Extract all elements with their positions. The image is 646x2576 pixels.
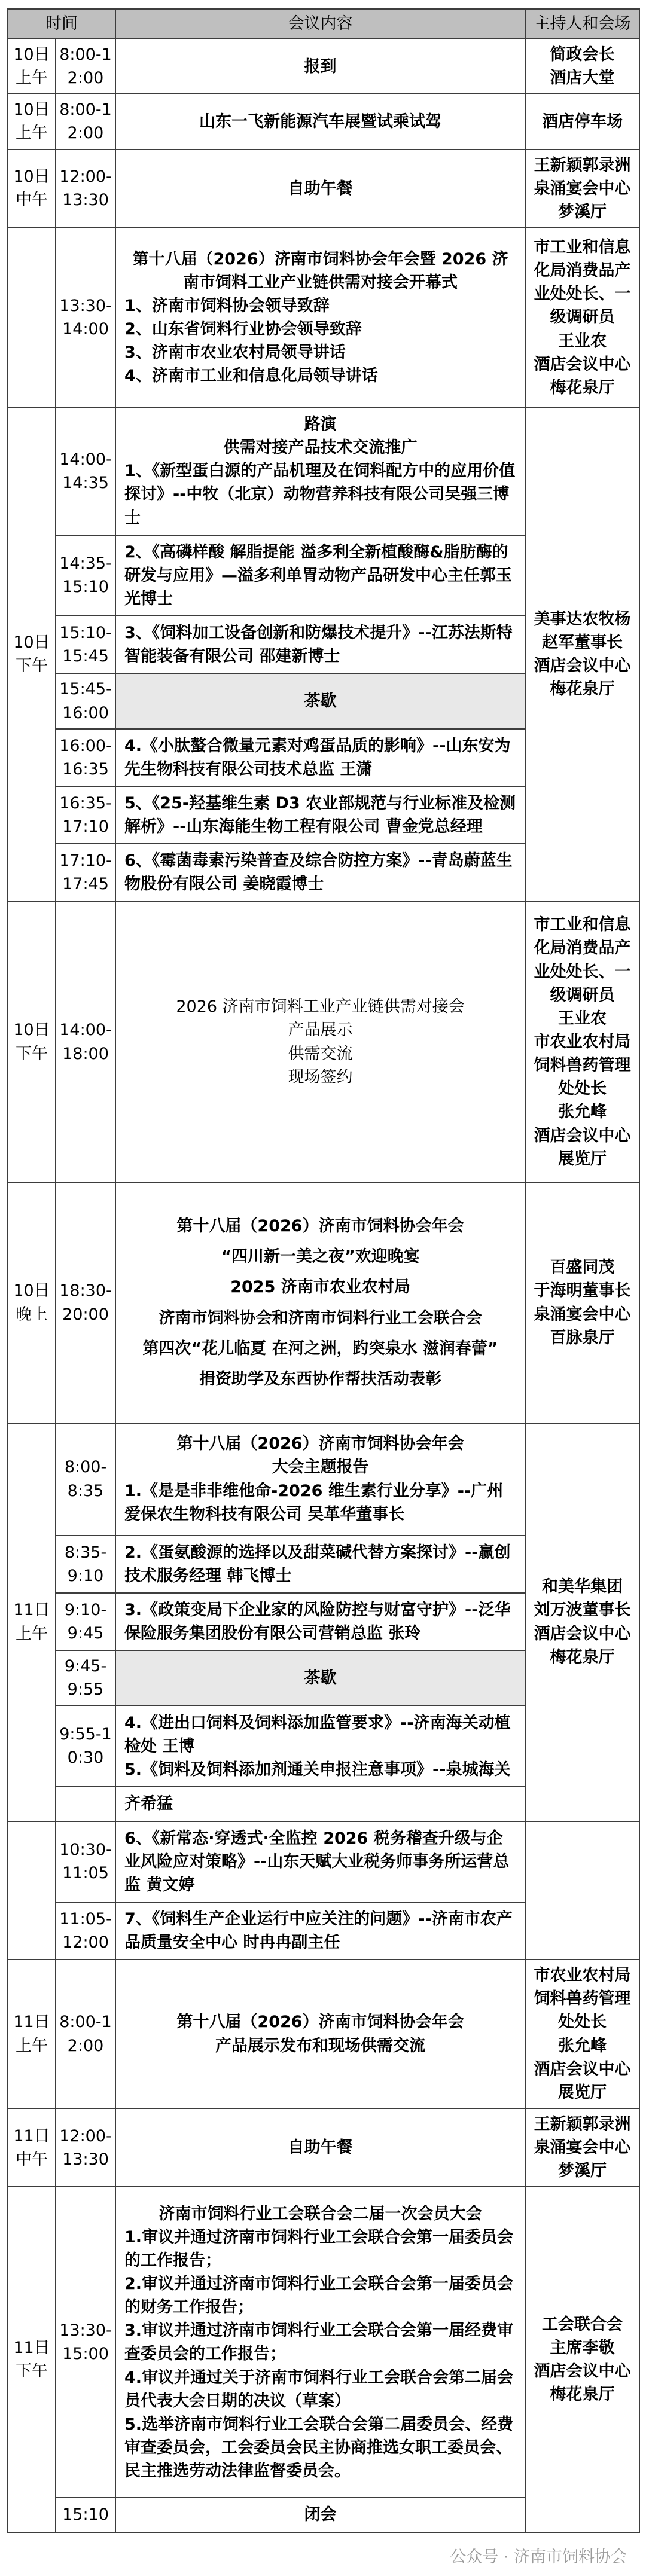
text-line: 酒店会议中心	[534, 2059, 631, 2078]
text-line: 梅花泉厅	[550, 680, 615, 699]
text-line: 现场签约	[288, 1067, 353, 1086]
host-cell	[525, 407, 639, 902]
content-cell: 齐希猛	[115, 1787, 525, 1821]
text-line: 3.审议并通过济南市饲料行业工会联合会第一届经费审查委员会的工作报告；	[124, 2321, 514, 2364]
time-cell: 9:45-9:55	[56, 1650, 115, 1705]
day-cell: 10日下午	[8, 902, 56, 1183]
day-cell: 10日中午	[8, 149, 56, 228]
text-line: 济南市饲料协会和济南市饲料行业工会联合会	[159, 1308, 482, 1327]
text-line: 第十八届（2026）济南市饲料协会年会	[176, 2013, 464, 2032]
text-line: 刘万波董事长	[534, 1601, 631, 1620]
text-line: 市农业农村局饲料兽药管理处处长	[534, 1032, 631, 1098]
time-cell: 11:05-12:00	[56, 1902, 115, 1960]
header-time: 时间	[8, 9, 115, 39]
text-line: 张允峰	[558, 1103, 607, 1122]
time-cell: 12:00-13:30	[56, 149, 115, 228]
content-cell: 闭会	[115, 2498, 525, 2532]
day-cell: 11日下午	[8, 2187, 56, 2532]
text-line: 大会主题报告	[272, 1458, 369, 1477]
time-cell: 10:30-11:05	[56, 1821, 115, 1902]
content-cell: 6、《霉菌毒素污染普查及综合防控方案》--青岛蔚蓝生物股份有限公司 姜晓霞博士	[115, 844, 525, 901]
text-line: 工会联合会	[542, 2315, 623, 2334]
text-line: 梦溪厅	[558, 202, 607, 221]
content-cell: 7、《饲料生产企业运行中应关注的问题》--济南市农产品质量安全中心 时冉冉副主任	[115, 1902, 525, 1960]
time-cell: 8:00-12:00	[56, 39, 115, 94]
time-cell: 13:30-14:00	[56, 228, 115, 407]
text-line: 5.《饲料及饲料添加剂通关申报注意事项》--泉城海关	[124, 1760, 511, 1779]
time-cell: 15:10-15:45	[56, 616, 115, 673]
text-line: 第十八届（2026）济南市饲料协会年会暨 2026 济南市饲料工业产业链供需对接会开幕式	[132, 249, 508, 292]
content-cell: 报到	[115, 39, 525, 94]
text-line: 第十八届（2026）济南市饲料协会年会	[176, 1434, 464, 1454]
day-cell	[8, 228, 56, 407]
text-line: 美事达农牧杨赵军董事长	[534, 609, 631, 652]
text-line: 市工业和信息化局消费品产业处处长、一级调研员	[534, 237, 631, 327]
content-cell	[115, 1183, 525, 1423]
text-line: 3、济南市农业农村局领导讲话	[124, 343, 346, 362]
text-line: 1、济南市饲料协会领导致辞	[124, 296, 330, 315]
time-cell: 17:10-17:45	[56, 844, 115, 901]
time-cell: 13:30-15:00	[56, 2187, 115, 2498]
table-row	[8, 2108, 639, 2187]
host-cell	[525, 1183, 639, 1423]
host-cell	[525, 902, 639, 1183]
content-cell	[115, 1705, 525, 1787]
text-line: 1.《是是非非维他命-2026 维生素行业分享》--广州爱保农生物科技有限公司 吴革华董事长	[124, 1481, 504, 1524]
day-cell: 11日上午	[8, 1960, 56, 2108]
table-row	[8, 1821, 639, 1902]
time-cell: 8:35-9:10	[56, 1536, 115, 1593]
text-line: 展览厅	[558, 1149, 607, 1168]
host-cell	[525, 228, 639, 407]
content-cell: 6、《新常态·穿透式·全监控 2026 税务稽查升级与企业风险应对策略》--山东天赋大业税务师事务所运营总监 黄文婷	[115, 1821, 525, 1902]
text-line: 1.审议并通过济南市饲料行业工会联合会第一届委员会的工作报告；	[124, 2227, 514, 2270]
time-cell: 8:00-8:35	[56, 1423, 115, 1536]
text-line: 捐资助学及东西协作帮扶活动表彰	[199, 1369, 441, 1388]
text-line: 5.选举济南市饲料行业工会联合会第二届委员会、经费审查委员会，工会委员会民主协商推选女职工委员会、民主推选劳动法律监督委员会。	[124, 2415, 514, 2481]
host-cell	[525, 149, 639, 228]
text-line: 4、济南市工业和信息化局领导讲话	[124, 367, 378, 386]
text-line: 王业农	[558, 331, 607, 350]
day-cell: 11日中午	[8, 2108, 56, 2187]
text-line: 展览厅	[558, 2083, 607, 2102]
content-cell	[115, 407, 525, 535]
text-line: 第十八届（2026）济南市饲料协会年会	[176, 1217, 464, 1236]
text-line: 梦溪厅	[558, 2162, 607, 2181]
content-cell: 5、《25-羟基维生素 D3 农业部规范与行业标准及检测解析》--山东海能生物工程有限公司 曹金党总经理	[115, 786, 525, 844]
host-cell: 酒店停车场	[525, 94, 639, 149]
text-line: 百盛同茂	[550, 1258, 615, 1277]
time-cell: 14:00-18:00	[56, 902, 115, 1183]
text-line: 产品展示	[288, 1021, 353, 1040]
text-line: 市农业农村局饲料兽药管理处处长	[534, 1966, 631, 2032]
text-line: 梅花泉厅	[550, 2385, 615, 2404]
table-row	[8, 407, 639, 535]
text-line: 供需交流	[288, 1044, 353, 1063]
text-line: 酒店会议中心	[534, 2362, 631, 2381]
text-line: 酒店会议中心	[534, 1624, 631, 1643]
time-cell: 16:35-17:10	[56, 786, 115, 844]
text-line: 泉涌宴会中心	[534, 2138, 631, 2157]
text-line: 4.《进出口饲料及饲料添加监管要求》--济南海关动植检处 王博	[124, 1713, 511, 1756]
text-line: 泉涌宴会中心	[534, 1305, 631, 1324]
time-cell: 15:10	[56, 2498, 115, 2532]
text-line: 泉涌宴会中心	[534, 179, 631, 198]
time-cell: 8:00-12:00	[56, 1960, 115, 2108]
content-cell	[115, 902, 525, 1183]
text-line: 王新颖郭录洲	[534, 2115, 631, 2134]
day-cell: 10日下午	[8, 407, 56, 902]
host-cell	[525, 1423, 639, 1821]
header-row	[8, 9, 639, 39]
text-line: 酒店会议中心	[534, 657, 631, 676]
table-row	[8, 2187, 639, 2498]
text-line: 和美华集团	[542, 1577, 623, 1597]
table-row	[8, 1423, 639, 1536]
host-cell	[525, 1960, 639, 2108]
content-cell: 3、《饲料加工设备创新和防爆技术提升》--江苏法斯特智能装备有限公司 邵建新博士	[115, 616, 525, 673]
day-cell	[8, 1821, 56, 1960]
content-cell	[115, 1960, 525, 2108]
text-line: 产品展示发布和现场供需交流	[215, 2036, 425, 2055]
content-cell: 茶歇	[115, 673, 525, 728]
text-line: 市工业和信息化局消费品产业处处长、一级调研员	[534, 915, 631, 1005]
time-cell: 12:00-13:30	[56, 2108, 115, 2187]
table-row	[8, 149, 639, 228]
table-row	[8, 1183, 639, 1423]
text-line: 4.审议并通过关于济南市饲料行业工会联合会第二届会员代表大会日期的决议（草案）	[124, 2368, 514, 2410]
time-cell: 9:10-9:45	[56, 1593, 115, 1650]
text-line: 供需对接产品技术交流推广	[223, 438, 418, 457]
text-line: 2026 济南市饲料工业产业链供需对接会	[176, 997, 465, 1017]
text-line: 酒店大堂	[550, 69, 615, 88]
text-line: 路演	[304, 414, 337, 434]
text-line: 第四次“花儿临夏 在河之洲，趵突泉水 滋润春蕾”	[142, 1339, 498, 1358]
day-cell: 10日晚上	[8, 1183, 56, 1423]
text-line: 酒店会议中心	[534, 1126, 631, 1145]
text-line: 梅花泉厅	[550, 1647, 615, 1667]
header-host: 主持人和会场	[525, 9, 639, 39]
host-cell	[525, 2108, 639, 2187]
time-cell: 16:00-16:35	[56, 729, 115, 786]
text-line: 济南市饲料行业工会联合会二届一次会员大会	[159, 2204, 482, 2223]
text-line: 2025 济南市农业农村局	[230, 1278, 410, 1297]
watermark: 公众号 · 济南市饲料协会	[446, 2543, 630, 2568]
content-cell: 4.《小肽螯合微量元素对鸡蛋品质的影响》--山东安为先生物科技有限公司技术总监 王潇	[115, 729, 525, 786]
text-line: 2.审议并通过济南市饲料行业工会联合会第一届委员会的财务工作报告；	[124, 2275, 514, 2317]
host-cell	[525, 39, 639, 94]
agenda-table	[7, 8, 640, 2533]
text-line: 王新颖郭录洲	[534, 155, 631, 175]
time-cell: 8:00-12:00	[56, 94, 115, 149]
text-line: 百脉泉厅	[550, 1328, 615, 1347]
time-cell: 18:30-20:00	[56, 1183, 115, 1423]
text-line: 1、《新型蛋白源的产品机理及在饲料配方中的应用价值探讨》--中牧（北京）动物营养科技有限公司吴强三博士	[124, 462, 516, 527]
table-row	[8, 94, 639, 149]
text-line: “四川新一美之夜”欢迎晚宴	[221, 1247, 420, 1266]
content-cell	[115, 228, 525, 407]
table-row	[8, 1960, 639, 2108]
text-line: 酒店会议中心	[534, 355, 631, 374]
content-cell: 自助午餐	[115, 2108, 525, 2187]
day-cell: 10日上午	[8, 94, 56, 149]
content-cell: 山东一飞新能源汽车展暨试乘试驾	[115, 94, 525, 149]
table-row	[8, 228, 639, 407]
content-cell: 3.《政策变局下企业家的风险防控与财富守护》--泛华保险服务集团股份有限公司营销总监 张玲	[115, 1593, 525, 1650]
text-line: 于海明董事长	[534, 1281, 631, 1301]
text-line: 王业农	[558, 1009, 607, 1028]
table-row	[8, 39, 639, 94]
content-cell	[115, 2187, 525, 2498]
time-cell: 14:35-15:10	[56, 535, 115, 616]
text-line: 主席李敬	[550, 2338, 615, 2357]
host-cell	[525, 2187, 639, 2532]
day-cell: 11日上午	[8, 1423, 56, 1821]
content-cell	[115, 1423, 525, 1536]
time-cell: 14:00-14:35	[56, 407, 115, 535]
day-cell: 10日上午	[8, 39, 56, 94]
text-line: 张允峰	[558, 2036, 607, 2055]
table-row	[8, 902, 639, 1183]
time-cell: 15:45-16:00	[56, 673, 115, 728]
content-cell: 2.《蛋氨酸源的选择以及甜菜碱代替方案探讨》--赢创技术服务经理 韩飞博士	[115, 1536, 525, 1593]
host-cell	[525, 1821, 639, 1960]
content-cell: 2、《高磷样酸 解脂提能 溢多利全新植酸酶&脂肪酶的研发与应用》—溢多利单胃动物产品研发中心主任郭玉光博士	[115, 535, 525, 616]
time-cell: 9:55-10:30	[56, 1705, 115, 1787]
content-cell: 茶歇	[115, 1650, 525, 1705]
content-cell: 自助午餐	[115, 149, 525, 228]
time-cell	[56, 1787, 115, 1821]
text-line: 2、山东省饲料行业协会领导致辞	[124, 319, 362, 338]
text-line: 梅花泉厅	[550, 378, 615, 397]
text-line: 简政会长	[550, 45, 615, 64]
header-content: 会议内容	[115, 9, 525, 39]
